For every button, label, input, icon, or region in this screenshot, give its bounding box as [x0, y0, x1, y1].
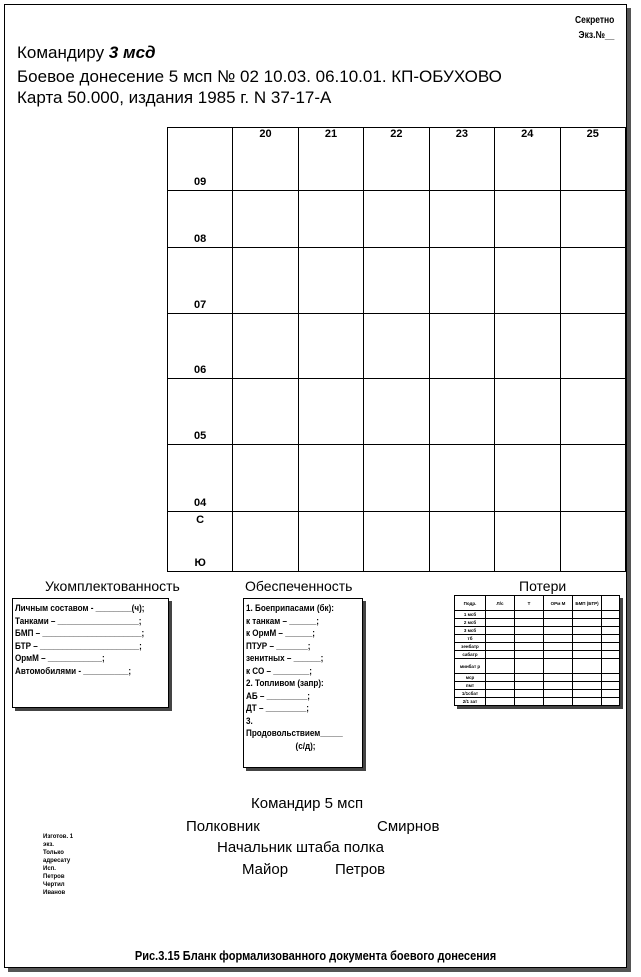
grid-cell	[364, 445, 429, 512]
note-line: Только	[43, 850, 64, 856]
grid-row	[168, 512, 626, 572]
losses-cell	[486, 643, 515, 651]
losses-row	[455, 627, 620, 635]
report-title: Боевое донесение 5 мсп № 02 10.03. 06.10.01. КП-ОБУХОВО	[17, 67, 502, 86]
addressee-line	[17, 43, 156, 63]
losses-row	[455, 682, 620, 690]
grid-row-label-text: 04	[194, 497, 207, 509]
grid-cell	[560, 445, 626, 512]
losses-cell	[544, 643, 573, 651]
losses-row	[455, 611, 620, 619]
grid-cell	[233, 191, 298, 248]
losses-cell	[544, 611, 573, 619]
grid-cell	[429, 379, 494, 445]
losses-cell	[486, 651, 515, 659]
losses-header: БМП (БТР)	[573, 596, 602, 611]
grid-col-label: 22	[364, 128, 429, 191]
map-reference: Карта 50.000, издания 1985 г. N 37-17-А	[17, 88, 332, 107]
losses-row	[455, 659, 620, 674]
losses-cell	[544, 674, 573, 682]
losses-row	[455, 698, 620, 706]
losses-cell	[515, 651, 544, 659]
grid-cell	[364, 512, 429, 572]
losses-cell	[544, 627, 573, 635]
grid-cell	[560, 191, 626, 248]
staffing-line: Автомобилями - __________;	[15, 665, 132, 676]
grid-row	[168, 445, 626, 512]
losses-cell	[544, 682, 573, 690]
losses-unit: зенбатр	[455, 643, 486, 651]
losses-cell	[486, 674, 515, 682]
commander-name: Смирнов	[377, 818, 440, 835]
grid-row	[168, 191, 626, 248]
losses-cell	[573, 674, 602, 682]
losses-unit: пмт	[455, 682, 486, 690]
grid-col-label: 20	[233, 128, 298, 191]
losses-row	[455, 643, 620, 651]
grid-cell	[298, 512, 363, 572]
note-line: Изготов. 1	[43, 834, 74, 840]
losses-cell	[602, 698, 620, 706]
losses-cell	[573, 682, 602, 690]
grid-cell	[560, 379, 626, 445]
losses-cell	[602, 627, 620, 635]
grid-col-label: 23	[429, 128, 494, 191]
losses-cell	[544, 690, 573, 698]
document-frame	[4, 4, 627, 968]
secrecy-stamp	[575, 13, 614, 43]
execution-note	[43, 833, 93, 907]
note-line: Исп.	[43, 866, 56, 872]
losses-header: ОРм М	[544, 596, 573, 611]
grid-row-label-text: 06	[194, 364, 207, 376]
staffing-line: БТР – ______________________;	[15, 640, 142, 651]
losses-cell	[544, 659, 573, 674]
losses-header-row	[455, 596, 620, 611]
grid-cell	[364, 191, 429, 248]
supply-line: 2. Топливом (запр):	[246, 678, 324, 688]
grid-cell	[233, 379, 298, 445]
losses-cell	[486, 619, 515, 627]
supply-line: ПТУР – _______;	[246, 640, 311, 651]
grid-cell	[364, 379, 429, 445]
grid-cell	[233, 248, 298, 314]
losses-row	[455, 674, 620, 682]
losses-unit: 3 мсб	[455, 627, 486, 635]
grid-cell	[495, 512, 560, 572]
supply-title: Обеспеченность	[245, 578, 353, 594]
north-label: С	[196, 514, 205, 526]
losses-title: Потери	[519, 578, 567, 594]
grid-row-label	[168, 191, 233, 248]
losses-unit: 2 мсб	[455, 619, 486, 627]
staffing-line: Танками – __________________;	[15, 615, 142, 626]
addressee-unit: 3 мсд	[108, 43, 156, 62]
losses-row	[455, 619, 620, 627]
losses-unit: мср	[455, 674, 486, 682]
losses-cell	[573, 698, 602, 706]
grid-cell	[429, 445, 494, 512]
grid-cell	[233, 512, 298, 572]
losses-cell	[573, 635, 602, 643]
losses-unit: минбат р	[455, 659, 486, 674]
supply-box	[243, 598, 363, 768]
grid-cell	[560, 314, 626, 379]
grid-col-label: 25	[560, 128, 626, 191]
losses-cell	[602, 674, 620, 682]
losses-cell	[515, 619, 544, 627]
grid-header-row	[168, 128, 626, 191]
losses-cell	[573, 659, 602, 674]
staffing-line: БМП – ______________________;	[15, 628, 145, 638]
losses-cell	[486, 627, 515, 635]
grid-cell	[429, 191, 494, 248]
grid-row	[168, 248, 626, 314]
losses-cell	[515, 627, 544, 635]
losses-unit: 2/1 зат	[455, 698, 486, 706]
grid-cell	[429, 248, 494, 314]
staffing-line: ОрмМ – ____________;	[15, 653, 105, 663]
losses-cell	[602, 611, 620, 619]
supply-line: Продовольствием_____	[246, 728, 343, 738]
grid-cell	[495, 314, 560, 379]
map-grid	[167, 127, 626, 572]
losses-cell	[544, 698, 573, 706]
chief-of-staff-name: Петров	[335, 861, 386, 878]
south-label: Ю	[194, 557, 206, 569]
supply-line: АБ – _________;	[246, 690, 310, 701]
grid-col-label: 24	[495, 128, 560, 191]
secret-label: Секретно	[574, 15, 614, 26]
grid-cell	[298, 314, 363, 379]
losses-table	[454, 595, 620, 706]
losses-cell	[515, 690, 544, 698]
losses-row	[455, 651, 620, 659]
note-line: экз.	[43, 842, 54, 848]
losses-cell	[602, 643, 620, 651]
losses-cell	[486, 698, 515, 706]
supply-line: зенитных – ______;	[246, 653, 324, 663]
supply-line: 3.	[246, 715, 253, 726]
losses-cell	[573, 619, 602, 627]
supply-line: (с/д);	[295, 740, 316, 751]
losses-cell	[544, 635, 573, 643]
grid-cell	[298, 379, 363, 445]
losses-cell	[573, 690, 602, 698]
grid-col-label: 21	[298, 128, 363, 191]
losses-cell	[515, 635, 544, 643]
note-line: Иванов	[43, 890, 66, 896]
losses-cell	[515, 611, 544, 619]
losses-cell	[602, 659, 620, 674]
losses-cell	[515, 659, 544, 674]
losses-cell	[486, 635, 515, 643]
losses-cell	[573, 651, 602, 659]
losses-header: Подр.	[455, 596, 486, 611]
losses-cell	[573, 643, 602, 651]
losses-unit: 1/1сбат	[455, 690, 486, 698]
staffing-title: Укомплектованность	[45, 578, 180, 594]
losses-cell	[602, 690, 620, 698]
grid-row	[168, 314, 626, 379]
losses-cell	[515, 682, 544, 690]
grid-cell	[495, 379, 560, 445]
grid-cell	[495, 248, 560, 314]
grid-row-label	[168, 512, 233, 572]
supply-line: к танкам – ______;	[246, 615, 319, 626]
losses-cell	[602, 635, 620, 643]
grid-row-label-text: 08	[194, 233, 207, 245]
note-line: Чертил	[43, 882, 65, 888]
grid-cell	[364, 314, 429, 379]
note-line: адресату	[43, 858, 71, 864]
figure-caption: Рис.3.15 Бланк формализованного документа боевого донесения	[134, 948, 497, 963]
grid-row-label-text: 07	[194, 299, 207, 311]
losses-cell	[515, 643, 544, 651]
staffing-line: Личным составом - ________(ч);	[15, 603, 145, 613]
losses-row	[455, 635, 620, 643]
grid-row-label	[168, 445, 233, 512]
grid-row-label	[168, 248, 233, 314]
grid-cell	[560, 248, 626, 314]
grid-cell	[233, 314, 298, 379]
grid-cell	[429, 512, 494, 572]
supply-line: к ОрмМ – ______;	[246, 628, 315, 638]
grid-cell	[233, 445, 298, 512]
supply-line: ДТ – _________;	[246, 703, 309, 713]
losses-cell	[486, 682, 515, 690]
losses-cell	[573, 611, 602, 619]
losses-cell	[486, 690, 515, 698]
grid-row-label-text: 05	[194, 430, 207, 442]
addressee-prefix: Командиру	[17, 43, 105, 62]
staffing-box	[12, 598, 169, 708]
grid-cell	[298, 445, 363, 512]
losses-cell	[602, 619, 620, 627]
copy-number: Экз.№__	[578, 30, 614, 41]
grid-row-label	[168, 314, 233, 379]
grid-row-label	[168, 128, 233, 191]
grid-cell	[298, 191, 363, 248]
grid-row	[168, 379, 626, 445]
losses-header	[602, 596, 620, 611]
grid-cell	[560, 512, 626, 572]
losses-unit: сабатр	[455, 651, 486, 659]
commander-title: Командир 5 мсп	[251, 795, 364, 812]
losses-cell	[544, 651, 573, 659]
grid-cell	[429, 314, 494, 379]
grid-row-label	[168, 379, 233, 445]
chief-of-staff-rank: Майор	[242, 861, 289, 878]
losses-row	[455, 690, 620, 698]
grid-cell	[495, 445, 560, 512]
losses-cell	[515, 674, 544, 682]
losses-cell	[515, 698, 544, 706]
losses-unit: тб	[455, 635, 486, 643]
commander-rank: Полковник	[186, 818, 260, 835]
losses-cell	[602, 651, 620, 659]
grid-cell	[298, 248, 363, 314]
losses-unit: 1 мсб	[455, 611, 486, 619]
supply-line: 1. Боеприпасами (бк):	[246, 603, 334, 613]
chief-of-staff-title: Начальник штаба полка	[217, 839, 384, 856]
note-line: Петров	[43, 874, 65, 880]
losses-cell	[573, 627, 602, 635]
grid-cell	[364, 248, 429, 314]
grid-cell	[495, 191, 560, 248]
losses-cell	[486, 611, 515, 619]
grid-row-label-text: 09	[194, 176, 207, 188]
supply-line: к СО – ________;	[246, 665, 312, 676]
losses-header: Л/с	[486, 596, 515, 611]
losses-cell	[602, 682, 620, 690]
losses-cell	[486, 659, 515, 674]
losses-cell	[544, 619, 573, 627]
losses-header: Т	[515, 596, 544, 611]
